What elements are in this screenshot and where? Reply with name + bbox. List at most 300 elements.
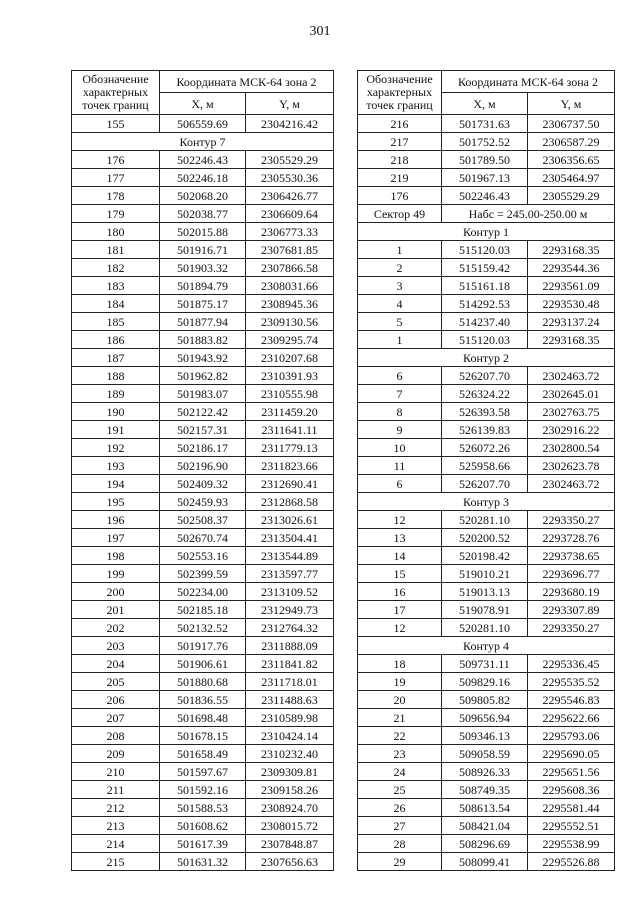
table-row [358,259,615,277]
table-row [358,727,615,745]
point-number: 5 [358,313,442,331]
table-row [72,385,334,403]
point-number: 8 [358,403,442,421]
table-row [358,799,615,817]
table-row [72,403,334,421]
table-row [358,691,615,709]
table-row [358,277,615,295]
y-coordinate: 2306356.65 [528,151,615,169]
x-coordinate: 502196.90 [160,457,246,475]
y-coordinate: 2306426.77 [246,187,334,205]
x-coordinate: 502234.00 [160,583,246,601]
y-coordinate: 2302763.75 [528,403,615,421]
x-coordinate: 508613.54 [442,799,528,817]
table-row [72,151,334,169]
header-point-label: Обозначение характерных точек границ [358,71,442,115]
y-coordinate: 2302463.72 [528,475,615,493]
x-coordinate: 502246.43 [160,151,246,169]
point-number: 9 [358,421,442,439]
y-coordinate: 2308031.66 [246,277,334,295]
point-number: 195 [72,493,160,511]
y-coordinate: 2305464.97 [528,169,615,187]
point-number: 187 [72,349,160,367]
point-number: 10 [358,439,442,457]
table-row [72,637,334,655]
table-row [72,565,334,583]
y-coordinate: 2302623.78 [528,457,615,475]
point-number: 3 [358,277,442,295]
section-row [358,223,615,241]
x-coordinate: 501967.13 [442,169,528,187]
header-x-label: X, м [442,93,528,115]
point-number: 12 [358,619,442,637]
x-coordinate: 519010.21 [442,565,528,583]
x-coordinate: 520281.10 [442,511,528,529]
y-coordinate: 2293137.24 [528,313,615,331]
table-row [72,277,334,295]
point-number: 2 [358,259,442,277]
table-row [72,835,334,853]
y-coordinate: 2293680.19 [528,583,615,601]
point-number: 186 [72,331,160,349]
x-coordinate: 501906.61 [160,655,246,673]
point-number: 155 [72,115,160,133]
point-number: 21 [358,709,442,727]
y-coordinate: 2295622.66 [528,709,615,727]
table-row [72,169,334,187]
y-coordinate: 2295535.52 [528,673,615,691]
x-coordinate: 520200.52 [442,529,528,547]
point-number: 12 [358,511,442,529]
y-coordinate: 2293350.27 [528,511,615,529]
table-row [72,655,334,673]
point-number: 205 [72,673,160,691]
table-row [72,313,334,331]
y-coordinate: 2304216.42 [246,115,334,133]
coordinates-table-left [71,70,334,871]
y-coordinate: 2306773.33 [246,223,334,241]
table-row [358,709,615,727]
x-coordinate: 501943.92 [160,349,246,367]
x-coordinate: 526139.83 [442,421,528,439]
point-number: 202 [72,619,160,637]
x-coordinate: 502459.93 [160,493,246,511]
point-number: 211 [72,781,160,799]
table-row [72,817,334,835]
table-row [72,511,334,529]
y-coordinate: 2295336.45 [528,655,615,673]
table-row [358,115,615,133]
point-number: 27 [358,817,442,835]
point-number: 208 [72,727,160,745]
x-coordinate: 508421.04 [442,817,528,835]
y-coordinate: 2313504.41 [246,529,334,547]
table-row [72,475,334,493]
table-row [72,619,334,637]
point-number: 209 [72,745,160,763]
table-row [72,763,334,781]
x-coordinate: 526207.70 [442,475,528,493]
y-coordinate: 2311841.82 [246,655,334,673]
y-coordinate: 2293168.35 [528,331,615,349]
x-coordinate: 519013.13 [442,583,528,601]
y-coordinate: 2312764.32 [246,619,334,637]
y-coordinate: 2306587.29 [528,133,615,151]
point-number: 25 [358,781,442,799]
x-coordinate: 502670.74 [160,529,246,547]
section-row [72,133,334,151]
y-coordinate: 2295538.99 [528,835,615,853]
table-row [72,727,334,745]
table-row [72,529,334,547]
y-coordinate: 2310207.68 [246,349,334,367]
table-row [72,241,334,259]
y-coordinate: 2293168.35 [528,241,615,259]
y-coordinate: 2293530.48 [528,295,615,313]
point-number: 176 [358,187,442,205]
section-label: Контур 1 [358,223,615,241]
point-number: 215 [72,853,160,871]
y-coordinate: 2311488.63 [246,691,334,709]
table-row [358,619,615,637]
x-coordinate: 501903.32 [160,259,246,277]
point-number: 189 [72,385,160,403]
point-number: 218 [358,151,442,169]
point-number: 206 [72,691,160,709]
section-row [358,493,615,511]
point-number: 18 [358,655,442,673]
y-coordinate: 2308924.70 [246,799,334,817]
sector-row [358,205,615,223]
x-coordinate: 509829.16 [442,673,528,691]
table-row [72,367,334,385]
point-number: 6 [358,475,442,493]
x-coordinate: 502185.18 [160,601,246,619]
section-label: Контур 2 [358,349,615,367]
page-number: 301 [309,24,331,39]
point-number: 13 [358,529,442,547]
point-number: 200 [72,583,160,601]
y-coordinate: 2302463.72 [528,367,615,385]
table-row [72,745,334,763]
table-row [72,691,334,709]
y-coordinate: 2313597.77 [246,565,334,583]
x-coordinate: 501836.55 [160,691,246,709]
section-label: Контур 4 [358,637,615,655]
point-number: 184 [72,295,160,313]
header-y-label: Y, м [528,93,615,115]
table-row [358,241,615,259]
point-number: 17 [358,601,442,619]
y-coordinate: 2295608.36 [528,781,615,799]
table-row [358,439,615,457]
table-row [358,673,615,691]
y-coordinate: 2302645.01 [528,385,615,403]
x-coordinate: 508926.33 [442,763,528,781]
x-coordinate: 509656.94 [442,709,528,727]
point-number: 214 [72,835,160,853]
table-row [358,529,615,547]
table-row [72,709,334,727]
table-row [358,475,615,493]
table-row [358,511,615,529]
point-number: 14 [358,547,442,565]
point-number: 201 [72,601,160,619]
y-coordinate: 2293738.65 [528,547,615,565]
section-label: Контур 3 [358,493,615,511]
x-coordinate: 501883.82 [160,331,246,349]
y-coordinate: 2295651.56 [528,763,615,781]
x-coordinate: 502399.59 [160,565,246,583]
x-coordinate: 520198.42 [442,547,528,565]
y-coordinate: 2312949.73 [246,601,334,619]
y-coordinate: 2307866.58 [246,259,334,277]
y-coordinate: 2311779.13 [246,439,334,457]
table-row [358,331,615,349]
point-number: 203 [72,637,160,655]
y-coordinate: 2295552.51 [528,817,615,835]
x-coordinate: 501983.07 [160,385,246,403]
y-coordinate: 2293728.76 [528,529,615,547]
table-row [358,583,615,601]
point-number: 196 [72,511,160,529]
point-number: 15 [358,565,442,583]
point-number: 192 [72,439,160,457]
x-coordinate: 515120.03 [442,241,528,259]
x-coordinate: 508296.69 [442,835,528,853]
y-coordinate: 2295793.06 [528,727,615,745]
header-coord-label: Координата МСК-64 зона 2 [442,71,615,93]
y-coordinate: 2293544.36 [528,259,615,277]
x-coordinate: 526072.26 [442,439,528,457]
x-coordinate: 508749.35 [442,781,528,799]
point-number: 178 [72,187,160,205]
sector-label: Сектор 49 [358,205,442,223]
y-coordinate: 2310555.98 [246,385,334,403]
point-number: 199 [72,565,160,583]
table-row [358,367,615,385]
y-coordinate: 2307681.85 [246,241,334,259]
y-coordinate: 2313026.61 [246,511,334,529]
point-number: 185 [72,313,160,331]
point-number: 219 [358,169,442,187]
x-coordinate: 501698.48 [160,709,246,727]
section-row [358,349,615,367]
y-coordinate: 2310589.98 [246,709,334,727]
table-row [358,817,615,835]
point-number: 210 [72,763,160,781]
table-row [358,565,615,583]
table-row [358,781,615,799]
table-row [72,547,334,565]
x-coordinate: 508099.41 [442,853,528,871]
y-coordinate: 2305529.29 [246,151,334,169]
x-coordinate: 506559.69 [160,115,246,133]
table-row [358,853,615,871]
x-coordinate: 501678.15 [160,727,246,745]
y-coordinate: 2309309.81 [246,763,334,781]
x-coordinate: 509805.82 [442,691,528,709]
y-coordinate: 2311641.11 [246,421,334,439]
y-coordinate: 2309130.56 [246,313,334,331]
x-coordinate: 520281.10 [442,619,528,637]
x-coordinate: 502038.77 [160,205,246,223]
x-coordinate: 501962.82 [160,367,246,385]
table-row [358,601,615,619]
x-coordinate: 501608.62 [160,817,246,835]
table-row [358,547,615,565]
y-coordinate: 2305530.36 [246,169,334,187]
point-number: 22 [358,727,442,745]
table-row [358,169,615,187]
point-number: 190 [72,403,160,421]
table-row [358,385,615,403]
table-row [72,259,334,277]
table-row [358,151,615,169]
y-coordinate: 2295526.88 [528,853,615,871]
table-row [72,349,334,367]
table-row [358,745,615,763]
table-row [72,115,334,133]
y-coordinate: 2295581.44 [528,799,615,817]
y-coordinate: 2311718.01 [246,673,334,691]
x-coordinate: 526207.70 [442,367,528,385]
point-number: 212 [72,799,160,817]
y-coordinate: 2308015.72 [246,817,334,835]
table-row [72,853,334,871]
x-coordinate: 501592.16 [160,781,246,799]
y-coordinate: 2307848.87 [246,835,334,853]
y-coordinate: 2305529.29 [528,187,615,205]
x-coordinate: 502409.32 [160,475,246,493]
x-coordinate: 502068.20 [160,187,246,205]
x-coordinate: 501917.76 [160,637,246,655]
coordinates-table-right [357,70,615,871]
y-coordinate: 2313544.89 [246,547,334,565]
y-coordinate: 2293696.77 [528,565,615,583]
table-row [72,187,334,205]
x-coordinate: 526324.22 [442,385,528,403]
table-row [358,313,615,331]
x-coordinate: 501877.94 [160,313,246,331]
x-coordinate: 502122.42 [160,403,246,421]
x-coordinate: 519078.91 [442,601,528,619]
x-coordinate: 501731.63 [442,115,528,133]
y-coordinate: 2311459.20 [246,403,334,421]
point-number: 207 [72,709,160,727]
x-coordinate: 509346.13 [442,727,528,745]
y-coordinate: 2293561.09 [528,277,615,295]
x-coordinate: 501894.79 [160,277,246,295]
x-coordinate: 514237.40 [442,313,528,331]
y-coordinate: 2309295.74 [246,331,334,349]
y-coordinate: 2302916.22 [528,421,615,439]
x-coordinate: 502246.43 [442,187,528,205]
point-number: 11 [358,457,442,475]
table-row [358,403,615,421]
point-number: 19 [358,673,442,691]
table-row [72,799,334,817]
point-number: 180 [72,223,160,241]
y-coordinate: 2310232.40 [246,745,334,763]
x-coordinate: 501880.68 [160,673,246,691]
x-coordinate: 502132.52 [160,619,246,637]
x-coordinate: 515120.03 [442,331,528,349]
y-coordinate: 2310424.14 [246,727,334,745]
x-coordinate: 501658.49 [160,745,246,763]
point-number: 213 [72,817,160,835]
x-coordinate: 515161.18 [442,277,528,295]
point-number: 179 [72,205,160,223]
table-row [72,583,334,601]
point-number: 176 [72,151,160,169]
y-coordinate: 2307656.63 [246,853,334,871]
table-row [72,457,334,475]
x-coordinate: 502186.17 [160,439,246,457]
x-coordinate: 514292.53 [442,295,528,313]
table-row [358,133,615,151]
point-number: 20 [358,691,442,709]
point-number: 26 [358,799,442,817]
x-coordinate: 525958.66 [442,457,528,475]
section-label: Контур 7 [72,133,334,151]
table-row [72,223,334,241]
point-number: 197 [72,529,160,547]
header-coord-label: Координата МСК-64 зона 2 [160,71,334,93]
point-number: 188 [72,367,160,385]
point-number: 1 [358,331,442,349]
x-coordinate: 501617.39 [160,835,246,853]
sector-height: Набс = 245.00-250.00 м [442,205,615,223]
x-coordinate: 502157.31 [160,421,246,439]
x-coordinate: 501597.67 [160,763,246,781]
table-row [72,493,334,511]
y-coordinate: 2293307.89 [528,601,615,619]
header-point-label: Обозначение характерных точек границ [72,71,160,115]
x-coordinate: 501875.17 [160,295,246,313]
point-number: 216 [358,115,442,133]
x-coordinate: 502553.16 [160,547,246,565]
table-row [72,205,334,223]
y-coordinate: 2306737.50 [528,115,615,133]
point-number: 6 [358,367,442,385]
x-coordinate: 502508.37 [160,511,246,529]
point-number: 28 [358,835,442,853]
point-number: 1 [358,241,442,259]
y-coordinate: 2293350.27 [528,619,615,637]
point-number: 177 [72,169,160,187]
point-number: 29 [358,853,442,871]
point-number: 24 [358,763,442,781]
header-y-label: Y, м [246,93,334,115]
table-row [72,331,334,349]
y-coordinate: 2311823.66 [246,457,334,475]
point-number: 7 [358,385,442,403]
point-number: 198 [72,547,160,565]
y-coordinate: 2310391.93 [246,367,334,385]
point-number: 194 [72,475,160,493]
y-coordinate: 2312690.41 [246,475,334,493]
y-coordinate: 2311888.09 [246,637,334,655]
y-coordinate: 2312868.58 [246,493,334,511]
x-coordinate: 509058.59 [442,745,528,763]
table-row [358,421,615,439]
x-coordinate: 501789.50 [442,151,528,169]
table-row [72,421,334,439]
table-row [72,673,334,691]
y-coordinate: 2306609.64 [246,205,334,223]
x-coordinate: 526393.58 [442,403,528,421]
